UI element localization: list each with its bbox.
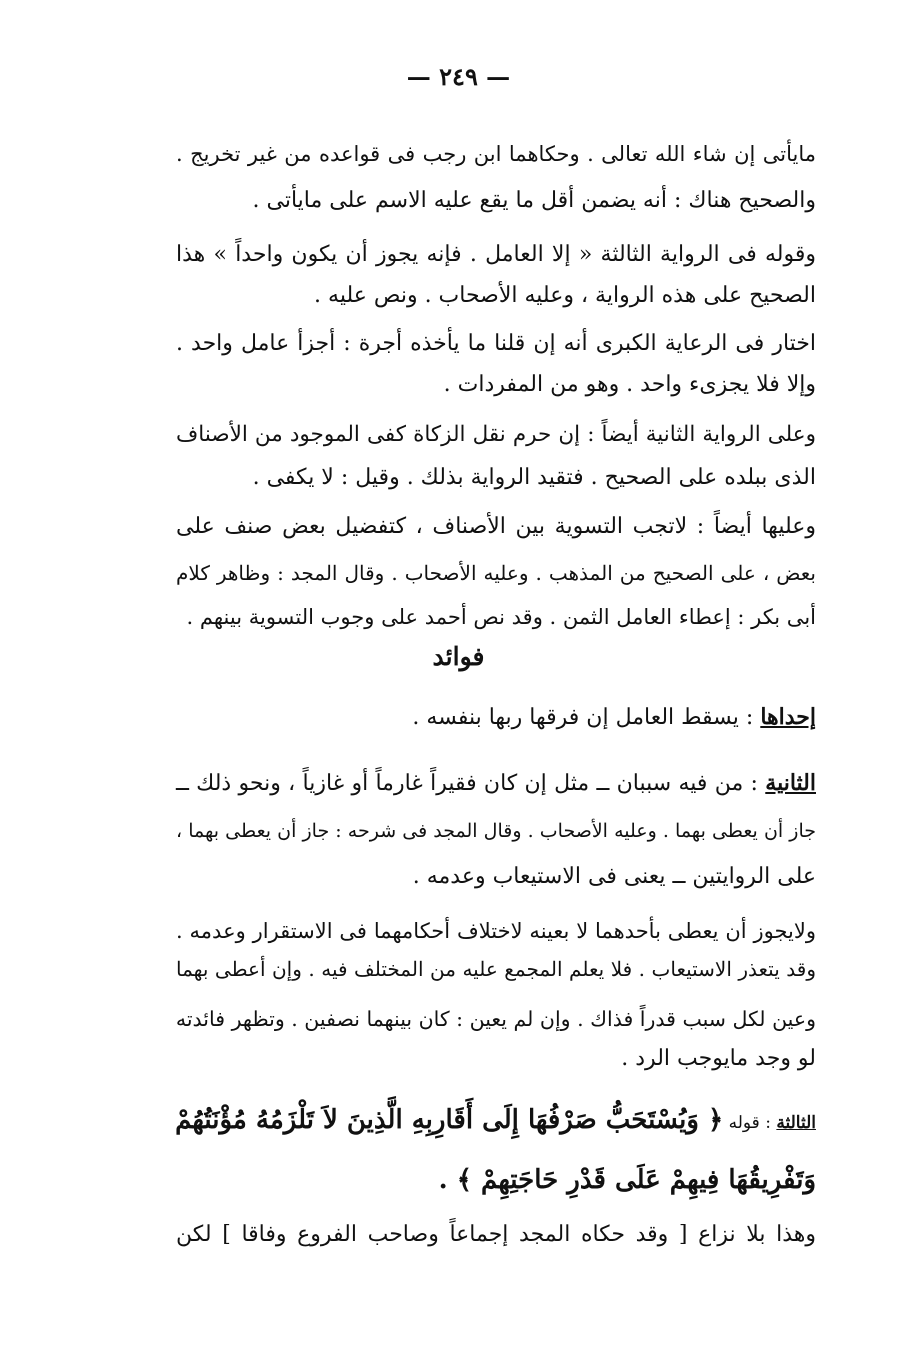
text-line: ولايجوز أن يعطى بأحدهما لا بعينه لاختلاف أحكامهما فى الاستقرار وعدمه . xyxy=(176,919,816,943)
fa-ida-label: الثانية xyxy=(765,770,816,796)
text-line: مايأتى إن شاء الله تعالى . وحكاهما ابن رجب فى قواعده من غير تخريج . xyxy=(176,142,816,166)
text-line: لو وجد مايوجب الرد . xyxy=(621,1046,816,1071)
text-line: جاز أن يعطى بهما . وعليه الأصحاب . وقال المجد فى شرحه : جاز أن يعطى بهما ، xyxy=(176,820,816,842)
text-line: أبى بكر : إعطاء العامل الثمن . وقد نص أحمد على وجوب التسوية بينهم . xyxy=(186,605,816,629)
fa-ida-2 xyxy=(176,766,816,801)
fa-ida-label: الثالثة xyxy=(776,1113,816,1133)
section-heading: فوائد xyxy=(432,642,485,671)
text-line: وعليها أيضاً : لاتجب التسوية بين الأصناف ، كتفضيل بعض صنف على xyxy=(176,514,816,539)
text-line: وهذا بلا نزاع [ وقد حكاه المجد إجماعاً وصاحب الفروع وفاقا ] لكن xyxy=(176,1222,816,1247)
fa-ida-text: : يسقط العامل إن فرقها ربها بنفسه . xyxy=(412,705,754,730)
text-line: والصحيح هناك : أنه يضمن أقل ما يقع عليه الاسم على مايأتى . xyxy=(252,188,816,213)
fa-ida-label: إحداها xyxy=(760,704,816,730)
page-number: — ٢٤٩ — xyxy=(406,62,511,91)
text-line: وإلا فلا يجزىء واحد . وهو من المفردات . xyxy=(443,372,816,397)
quran-quote-cont: وَتَفْرِيقُهَا فِيهِمْ عَلَى قَدْرِ حَاجَتِهِمْ ﴾ . xyxy=(438,1165,816,1195)
quran-quote: ﴿ وَيُسْتَحَبُّ صَرْفُهَا إِلَى أَقَارِبِهِ الَّذِينَ لاَ تَلْزَمُهُ مُؤْنَتُهُمْ xyxy=(175,1105,724,1135)
text-line: اختار فى الرعاية الكبرى أنه إن قلنا ما يأخذه أجرة : أجزأ عامل واحد . xyxy=(176,331,816,356)
fa-ida-3 xyxy=(176,1100,816,1143)
text-line: الصحيح على هذه الرواية ، وعليه الأصحاب . ونص عليه . xyxy=(314,283,816,308)
text-line: وقوله فى الرواية الثالثة « إلا العامل . فإنه يجوز أن يكون واحداً » هذا xyxy=(176,242,816,267)
fa-ida-1 xyxy=(176,700,816,735)
text-line: وقد يتعذر الاستيعاب . فلا يعلم المجمع عليه من المختلف فيه . وإن أعطى بهما xyxy=(176,957,816,981)
text-line: على الروايتين ــ يعنى فى الاستيعاب وعدمه . xyxy=(412,864,816,889)
text-line: وعين لكل سبب قدراً فذاك . وإن لم يعين : كان بينهما نصفين . وتظهر فائدته xyxy=(175,1007,816,1031)
text-line: بعض ، على الصحيح من المذهب . وعليه الأصحاب . وقال المجد : وظاهر كلام xyxy=(176,561,816,585)
text-line: الذى ببلده على الصحيح . فتقيد الرواية بذلك . وقيل : لا يكفى . xyxy=(252,465,816,490)
fa-ida-text: : قوله xyxy=(728,1113,771,1133)
fa-ida-text: : من فيه سببان ــ مثل إن كان فقيراً غارماً أو غازياً ، ونحو ذلك ــ xyxy=(176,771,758,796)
text-line: وعلى الرواية الثانية أيضاً : إن حرم نقل الزكاة كفى الموجود من الأصناف xyxy=(176,422,816,447)
